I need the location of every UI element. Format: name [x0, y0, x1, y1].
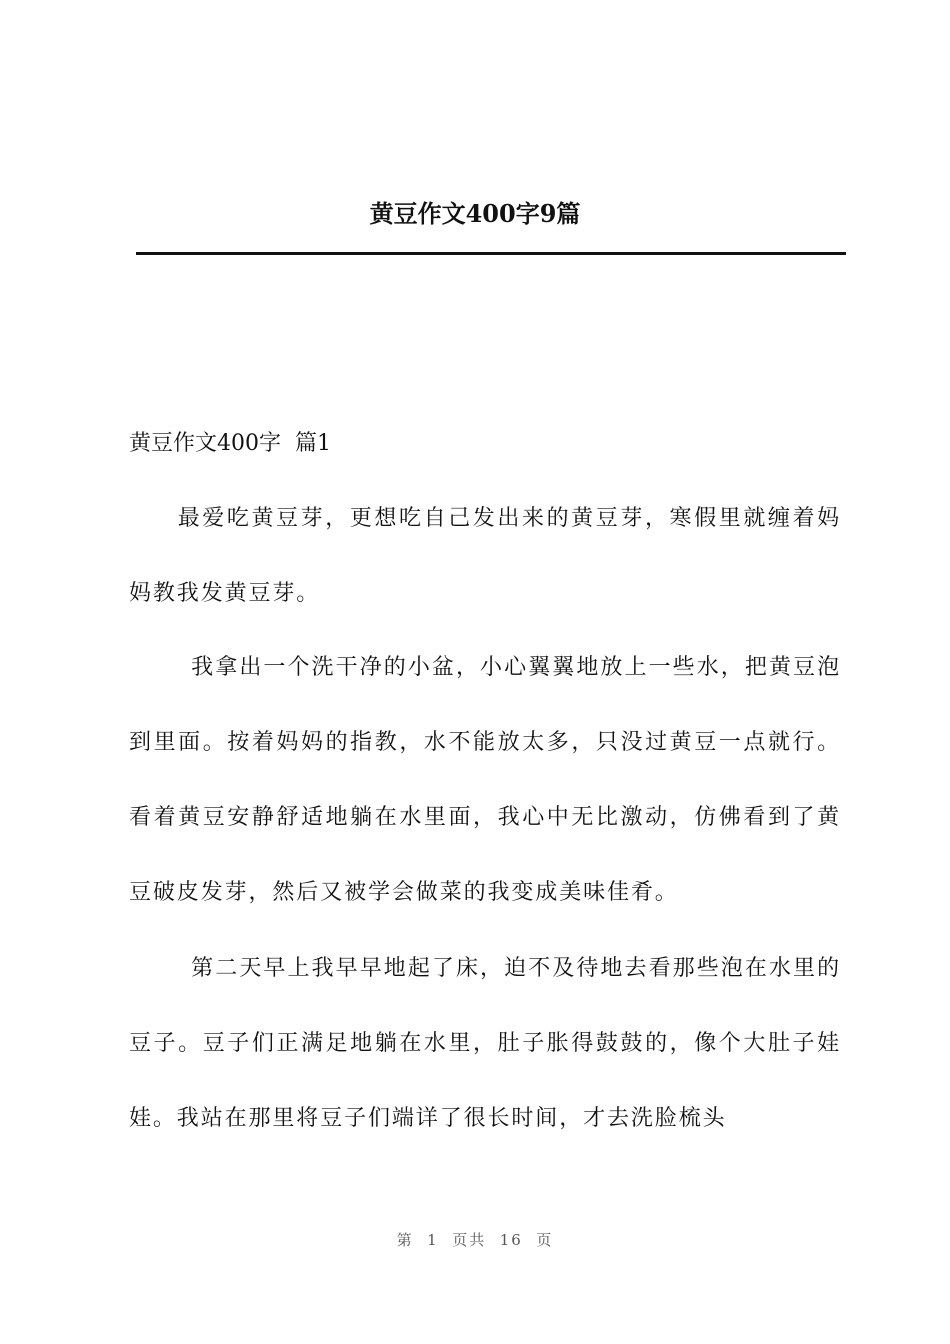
paragraph-1-text: 最爱吃黄豆芽，更想吃自己发出来的黄豆芽，寒假里就缠着妈妈教我发黄豆芽。: [129, 506, 841, 606]
section-heading: 黄豆作文400字 篇1: [129, 431, 331, 456]
document-title: 黄豆作文400字9篇: [369, 199, 581, 228]
paragraph-2: [129, 630, 841, 930]
paragraph-3: [129, 931, 841, 1156]
paragraph-1: [129, 481, 841, 631]
page-number-footer: 第 1 页共 16 页: [396, 1231, 554, 1249]
title-underline: [136, 252, 846, 255]
paragraph-3-text: 第二天早上我早早地起了床，迫不及待地去看那些泡在水里的豆子。豆子们正满足地躺在水里，肚子胀得鼓鼓的，像个大肚子娃娃。我站在那里将豆子们端详了很长时间，才去洗脸梳头: [129, 956, 841, 1131]
paragraph-2-text: 我拿出一个洗干净的小盆，小心翼翼地放上一些水，把黄豆泡到里面。按着妈妈的指教，水不能放太多，只没过黄豆一点就行。看着黄豆安静舒适地躺在水里面，我心中无比激动，仿佛看到了黄豆破皮发芽，然后又被学会做菜的我变成美味佳肴。: [129, 655, 841, 905]
